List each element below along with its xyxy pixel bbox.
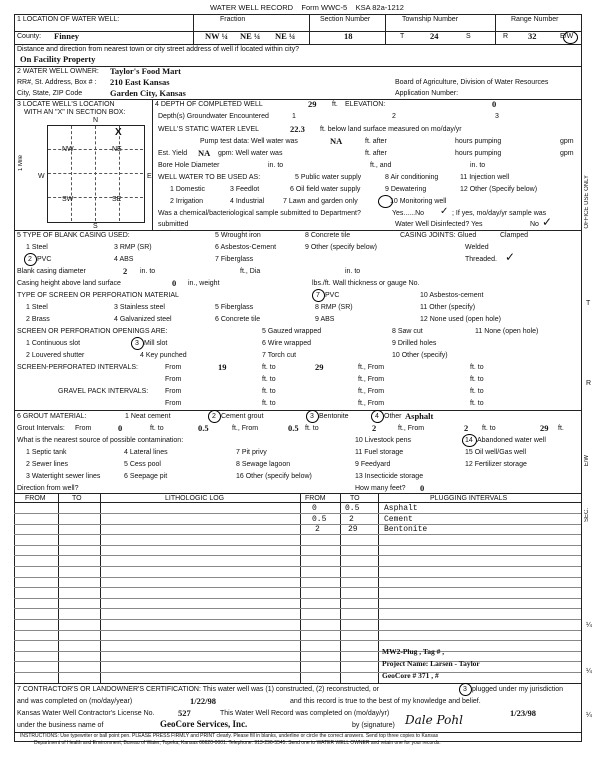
log-row-line xyxy=(14,566,581,567)
contamination-label: What is the nearest source of possible contamination: xyxy=(17,437,184,444)
section-number-label: Section Number xyxy=(320,16,371,23)
contam-cess: 5 Cess pool xyxy=(124,461,161,468)
pump-after: ft. after xyxy=(365,138,387,145)
sp-ft-to-4: ft. to xyxy=(470,376,484,383)
contam-septic: 1 Septic tank xyxy=(26,449,67,456)
casing-ft-dia: ft., Dia xyxy=(240,268,261,275)
contam-sewer: 2 Sewer lines xyxy=(26,461,69,468)
quadrant-se: SE xyxy=(112,196,122,203)
monitoring-circle xyxy=(378,195,393,208)
board-text: Board of Agriculture, Division of Water Resources xyxy=(395,79,549,86)
casing-joints-label: CASING JOINTS: Glued xyxy=(400,232,477,239)
business-name-value: GeoCore Services, Inc. xyxy=(160,719,248,729)
gp-from-label-4: From xyxy=(367,400,385,407)
completed-on-label: and was completed on (mo/day/year) xyxy=(17,698,133,705)
use-irrigation: 2 Irrigation xyxy=(170,198,204,205)
casing-pvc: PVC xyxy=(37,256,52,263)
plug-row-2-to: 2 xyxy=(349,515,354,524)
address-label: RR#, St. Address, Box # : xyxy=(17,79,97,86)
static-level-value: 22.3 xyxy=(290,124,305,134)
section-box xyxy=(47,125,145,223)
threaded-check-icon: ✓ xyxy=(505,250,516,264)
section-5-label: TYPE OF BLANK CASING USED: xyxy=(22,232,130,239)
section-2-label: WATER WELL OWNER: xyxy=(22,68,99,75)
office-r: R xyxy=(586,380,592,387)
section-5-number: 5 xyxy=(17,232,21,239)
screen-galvanized: 4 Galvanized steel xyxy=(114,316,172,323)
fraction-3: NE ¼ xyxy=(275,31,296,41)
plug-row-2-from: 0.5 xyxy=(312,515,327,524)
screen-concrete: 6 Concrete tile xyxy=(215,316,261,323)
use-feedlot: 3 Feedlot xyxy=(230,186,260,193)
casing-height-label: Casing height above land surface xyxy=(17,280,121,287)
casing-steel: 1 Steel xyxy=(26,244,48,251)
screen-material-label: TYPE OF SCREEN OR PERFORATION MATERIAL xyxy=(17,292,179,299)
section-3-sublabel: WITH AN "X" IN SECTION BOX: xyxy=(24,109,126,116)
disinfected-check-icon: ✓ xyxy=(542,215,553,229)
log-row-line xyxy=(14,661,581,662)
township-value: 24 xyxy=(430,31,439,41)
grout-from-2: From xyxy=(241,425,259,432)
sp-from-label-4: From xyxy=(367,376,385,383)
township-t: T xyxy=(400,33,405,40)
sp-to-value: 29 xyxy=(315,362,324,372)
sp-from-label-2: From xyxy=(367,364,385,371)
chemical-yes-no: Yes......No xyxy=(392,210,425,217)
bore-in: in. to xyxy=(268,162,284,169)
office-sec: SEC. xyxy=(584,508,590,523)
business-name-label: under the business name of xyxy=(17,722,104,729)
use-injection: 11 Injection well xyxy=(460,174,510,181)
casing-wall-label: lbs./ft. Wall thickness or gauge No. xyxy=(312,280,420,287)
pump-hours: hours pumping xyxy=(455,138,502,145)
pump-gpm: gpm xyxy=(560,138,574,145)
contam-watertight: 3 Watertight sewer lines xyxy=(26,473,101,480)
form-number: Form WWC-5 xyxy=(301,3,348,12)
chemical-if-yes: ; If yes, mo/day/yr sample was xyxy=(452,210,547,217)
yield-hours: hours pumping xyxy=(455,150,502,157)
static-level-description: ft. below land surface measured on mo/day/yr xyxy=(320,126,462,133)
form-title: WATER WELL RECORD xyxy=(210,3,294,12)
sp-from-label-1: From xyxy=(165,364,182,371)
section-6-number: 6 xyxy=(17,413,21,420)
yield-value: NA xyxy=(198,148,211,158)
quadrant-nw: NW xyxy=(62,146,74,153)
casing-abs: 4 ABS xyxy=(114,256,134,263)
groundwater-2: 2 xyxy=(392,113,396,120)
elevation-value: 0 xyxy=(492,99,497,109)
plug-row-3-material: Bentonite xyxy=(384,525,428,534)
grout-intervals-label: Grout Intervals: xyxy=(17,425,65,432)
log-row-line xyxy=(14,555,581,556)
grout-cement: Cement grout xyxy=(221,413,264,420)
log-row-line xyxy=(14,598,581,599)
screen-brass: 2 Brass xyxy=(26,316,50,323)
form-header xyxy=(210,4,404,12)
sp-from-value: 19 xyxy=(218,362,227,372)
grout-other: Other xyxy=(384,413,402,420)
casing-welded: Welded xyxy=(465,244,489,251)
use-industrial: 4 Industrial xyxy=(230,198,265,205)
contam-fertilizer: 9 Feedyard xyxy=(355,461,391,468)
gp-from-label-2: From xyxy=(367,388,385,395)
gp-from-label-3: From xyxy=(165,400,182,407)
opening-none: 11 None (open hole) xyxy=(475,328,539,335)
casing-fiberglass: 7 Fiberglass xyxy=(215,256,254,263)
quadrant-ne: NE xyxy=(112,146,122,153)
section-1-label: LOCATION OF WATER WELL: xyxy=(22,16,120,23)
plug-from-header: FROM xyxy=(305,495,326,502)
address-value: 210 East Kansas xyxy=(110,77,170,87)
plug-to-header: TO xyxy=(350,495,360,502)
opening-drilled: 9 Drilled holes xyxy=(392,340,437,347)
contam-insecticide: 13 Insecticide storage xyxy=(355,473,424,480)
note-tag: MW2-Plug , Tag # , xyxy=(382,647,445,656)
distance-label: Distance and direction from nearest town or city street address of well if located within city? xyxy=(17,46,300,53)
log-row-line xyxy=(14,672,581,673)
section-number-value: 18 xyxy=(344,31,353,41)
ksa-reference: KSA 82a-1212 xyxy=(355,3,404,12)
log-row-line xyxy=(14,534,581,535)
opening-gauzed: 5 Gauzed wrapped xyxy=(262,328,322,335)
yield-label: Est. Yield xyxy=(158,150,188,157)
yield-unit: gpm: Well water was xyxy=(218,150,283,157)
signature: Dale Pohl xyxy=(405,713,463,727)
use-other: 12 Other (Specify below) xyxy=(460,186,538,193)
note-geocore: GeoCore # 371 , # xyxy=(382,671,439,680)
plug-row-3-from: 2 xyxy=(315,525,320,534)
grout-neat: 1 Neat cement xyxy=(125,413,171,420)
license-value: 527 xyxy=(178,708,191,718)
water-well-record-form: WATER WELL RECORD Form WWC-5 KSA 82a-1212 1 LOCATION OF WATER WELL: County: Finney Fraction NW ¼ NE ¼ NE ¼ Section Number 18 Township Number T 24 S Range Number R 32 E/W Distance and direction from nearest town or city street address of well if located within city? On Facility Property 2 WATER WELL OWNER: Taylor's Food Mart RR#, St. Address, Box # : 210 East Kansas City, State, ZIP Code Garden City, Kansas Board of Agriculture, Division of Water Resources Application Number: 3 LOCATE WELL'S LOCATION WITH AN "X" IN SECTION BOX: N S W E NW NE SW SE X 1 Mile 4 DEPTH OF COMPLETED WELL 29 ft. ELEVATION: 0 Depth(s) Groundwater Encountered 1 2 3 WELL'S STATIC WATER LEVEL 22.3 ft. below land surface measured on mo/day/yr Pump test data: Well water was NA ft. after hours pumping gpm Est. Yield NA gpm: Well water was ft. after hours pumping gpm Bore Hole Diameter in. to ft., and in. to WELL WATER TO BE USED AS: 5 Public water supply 8 Air conditioning 11 Injection well 1 Domestic 3 Feedlot 6 Oil field water supply 9 Dewatering 12 Other (Specify below) 2 Irrigation 4 Industrial 7 Lawn and garden only 10 Monitoring well Was a chemical/bacteriological sample submitted to Department? Yes......No ✓ ; If yes, mo/day/yr sample was submitted Water Well Disinfected? Yes No ✓ 5 TYPE OF BLANK CASING USED: 5 Wrought iron 8 Concrete tile CASING JOINTS: Glued Clamped 1 Steel 3 RMP (SR) 6 Asbestos-Cement 9 Other (specify below) Welded 2 PVC 4 ABS 7 Fiberglass Threaded. ✓ Blank casing diameter 2 in. to ft., Dia in. to Casing height above land surface 0 in., weight lbs./ft. Wall thickness or gauge No. TYPE OF SCREEN OR PERFORATION MATERIAL 7 PVC 10 Asbestos-cement 1 Steel 3 Stainless steel 5 Fiberglass 8 RMP (SR) 11 Other (specify) 2 Brass 4 Galvanized steel 6 Concrete tile 9 ABS 12 None used (open hole) SCREEN OR PERFORATION OPENINGS ARE: 5 Gauzed wrapped 8 Saw cut 11 None (open hole) 1 Continuous slot 3 Mill slot 6 Wire wrapped 9 Drilled holes 2 Louvered shutter 4 Key punched 7 Torch cut 10 Other (specify) SCREEN-PERFORATED INTERVALS: From 19 ft. to 29 ft., From ft. to From ft. to ft., From ft. to GRAVEL PACK INTERVALS: From ft. to ft., From ft. to From ft. to ft., From ft. to 6 GROUT MATERIAL: 1 Neat cement 2 Cement grout 3 Bentonite 4 Other Asphalt Grout Intervals: From 0 ft. to 0.5 ft., From 0.5 ft. to 2 ft., From 2 ft. to 29 ft. What is the nearest source of possible contamination: 10 Livestock pens 14 Abandoned water well 1 Septic tank 4 Lateral lines 7 Pit privy 11 Fuel storage 15 Oil well/Gas well 2 Sewer lines 5 Cess pool 8 Sewage lagoon 9 Feedyard 12 Fertilizer storage 3 Watertight sewer lines 6 Seepage pit 16 Other (specify below) 13 Insecticide storage Direction from well? How many feet? 0 FROM TO LITHOLOGIC LOG FROM TO PLUGGING INTERVALS 0 0.5 Asphalt 0.5 2 Cement 2 29 Bentonite MW2-Plug , Tag # , Project Name: Larsen - Taylor GeoCore # 371 , # 7 CONTRACTOR'S OR LANDOWNER'S CERTIFICATION: This water well was (1) constructed, (2) reconstructed, or 3 plugged under my jurisdiction and was completed on (mo/day/year) 1/22/98 and this record is true to the best of my knowledge and belief. Kansas Water Well Contractor's License No. 527 This Water Well Record was completed on (mo/day/yr) 1/23/98 under the business name of GeoCore Services, Inc. by (signature) Dale Pohl INSTRUCTIONS: Use typewriter or ball point pen. PLEASE PRESS FIRMLY and PRINT clearly. Please fill in blanks, underline or circle the correct answers. Send top three copies to Kansas Department of Health and Environment, Bureau of Water, Topeka, Kansas 66620-0001. Telephone: 913-296-5545. Send one to WATER WELL OWNER and retain one for your records. OFFICE USE ONLY T R E/W SEC. ¼ ¼ ¼ xyxy=(0,0,601,764)
groundwater-1: 1 xyxy=(292,113,296,120)
disinfected-no: No xyxy=(530,221,539,228)
screen-abs: 9 ABS xyxy=(315,316,335,323)
county-value: Finney xyxy=(54,31,80,41)
grout-from-3: From xyxy=(407,425,425,432)
grout-f2: 0.5 xyxy=(288,423,299,433)
plug-row-2-material: Cement xyxy=(384,515,413,524)
contam-oil: 15 Oil well/Gas well xyxy=(465,449,527,456)
plug-row-1-to: 0.5 xyxy=(345,504,360,513)
grout-to-2: ft. to xyxy=(305,425,319,432)
bore-and: ft., and xyxy=(370,162,392,169)
contam-feedyard: 16 Other (specify below) xyxy=(236,473,312,480)
use-air: 8 Air conditioning xyxy=(385,174,439,181)
screen-steel: 1 Steel xyxy=(26,304,48,311)
grout-t3: 29 xyxy=(540,423,549,433)
opening-torch: 7 Torch cut xyxy=(262,352,297,359)
openings-label: SCREEN OR PERFORATION OPENINGS ARE: xyxy=(17,328,168,335)
groundwater-label: Depth(s) Groundwater Encountered xyxy=(158,113,269,120)
opening-other: 10 Other (specify) xyxy=(392,352,448,359)
contam-lagoon: 8 Sewage lagoon xyxy=(236,461,291,468)
casing-asbestos: 6 Asbestos-Cement xyxy=(215,244,277,251)
location-x-mark: X xyxy=(115,127,122,138)
opening-continuous: 1 Continuous slot xyxy=(26,340,81,347)
screen-asbestos: 10 Asbestos-cement xyxy=(420,292,484,299)
chemical-no-check-icon: ✓ xyxy=(440,206,449,217)
completed-date: 1/22/98 xyxy=(190,696,216,706)
section-1-number: 1 xyxy=(17,16,21,23)
chemical-sample-question: Was a chemical/bacteriological sample submitted to Department? xyxy=(158,210,361,217)
gp-ft-to-4: ft. to xyxy=(470,400,484,407)
bore-label: Bore Hole Diameter xyxy=(158,162,220,169)
township-label: Township Number xyxy=(402,16,459,23)
casing-concrete: 8 Concrete tile xyxy=(305,232,351,239)
pump-test-label: Pump test data: Well water was xyxy=(200,138,298,145)
screen-rmp: 8 RMP (SR) xyxy=(315,304,353,311)
fraction-2: NE ¼ xyxy=(240,31,261,41)
casing-wrought: 5 Wrought iron xyxy=(215,232,261,239)
section-4-number: 4 xyxy=(155,101,159,108)
contam-livestock: 10 Livestock pens xyxy=(355,437,412,444)
casing-height-value: 0 xyxy=(172,278,177,288)
mile-label: 1 Mile xyxy=(18,155,24,172)
range-w-circle xyxy=(563,31,578,44)
section-6-label: GROUT MATERIAL: xyxy=(22,413,87,420)
opening-mill: Mill slot xyxy=(144,340,168,347)
log-row-line xyxy=(14,577,581,578)
casing-diameter-value: 2 xyxy=(123,266,128,276)
section-3-label: LOCATE WELL'S LOCATION xyxy=(22,101,115,108)
bore-into: in. to xyxy=(470,162,486,169)
how-many-feet-label: How many feet? xyxy=(355,485,406,492)
yield-gpm: gpm xyxy=(560,150,574,157)
pump-test-value: NA xyxy=(330,136,343,146)
log-from-header: FROM xyxy=(25,495,46,502)
office-ew: E/W xyxy=(584,455,590,467)
grout-t1: 0.5 xyxy=(198,423,209,433)
opening-wire: 6 Wire wrapped xyxy=(262,340,312,347)
office-use-only: OFFICE USE ONLY xyxy=(584,175,590,229)
casing-other: 9 Other (specify below) xyxy=(305,244,377,251)
section-2-number: 2 xyxy=(17,68,21,75)
grout-f3: 2 xyxy=(464,423,469,433)
log-row-line xyxy=(14,545,581,546)
fraction-label: Fraction xyxy=(220,16,246,23)
grout-t2: 2 xyxy=(372,423,377,433)
compass-n: N xyxy=(93,117,99,124)
contam-pit: 7 Pit privy xyxy=(236,449,267,456)
casing-in-to: in. to xyxy=(140,268,156,275)
grout-f1: 0 xyxy=(118,423,123,433)
direction-label: Direction from well? xyxy=(17,485,79,492)
screen-fiberglass: 5 Fiberglass xyxy=(215,304,254,311)
plug-row-3-to: 29 xyxy=(348,525,358,534)
log-row-line xyxy=(14,651,581,652)
gp-ft-to-3: ft. to xyxy=(262,400,276,407)
opening-louvered: 2 Louvered shutter xyxy=(26,352,85,359)
contam-seepage: 6 Seepage pit xyxy=(124,473,168,480)
yield-after: ft. after xyxy=(365,150,387,157)
submitted-label: submitted xyxy=(158,221,189,228)
plug-row-1-from: 0 xyxy=(312,504,317,513)
contam-other: 12 Fertilizer storage xyxy=(465,461,527,468)
use-lawn: 7 Lawn and garden only xyxy=(283,198,358,205)
log-row-line xyxy=(14,640,581,641)
use-monitoring: 10 Monitoring well xyxy=(390,198,447,205)
owner-value: Taylor's Food Mart xyxy=(110,66,181,76)
compass-w: W xyxy=(38,173,45,180)
plugging-intervals-header: PLUGGING INTERVALS xyxy=(430,495,508,502)
screen-none: 12 None used (open hole) xyxy=(420,316,501,323)
instructions-line-2: Department of Health and Environment, Bureau of Water, Topeka, Kansas 66620-0001. Telephone: 913-296-5545. Send one to WATER WELL OWNER and retain one for your records. xyxy=(34,740,441,746)
sp-ft-to-2: ft. to xyxy=(470,364,484,371)
range-label: Range Number xyxy=(511,16,559,23)
casing-threaded: Threaded. xyxy=(465,256,497,263)
how-many-feet-value: 0 xyxy=(420,483,425,493)
screen-pvc: PVC xyxy=(325,292,340,299)
office-t: T xyxy=(586,300,591,307)
casing-clamped: Clamped xyxy=(500,232,529,239)
opening-saw: 8 Saw cut xyxy=(392,328,423,335)
grout-from-1: From xyxy=(75,425,92,432)
depth-label: DEPTH OF COMPLETED WELL xyxy=(160,101,263,108)
screen-other: 11 Other (specify) xyxy=(420,304,476,311)
township-s: S xyxy=(466,33,471,40)
range-ew: E/W xyxy=(560,33,574,40)
license-label: Kansas Water Well Contractor's License No. xyxy=(17,710,155,717)
casing-in-to-2: in. to xyxy=(345,268,361,275)
contam-fuel: 11 Fuel storage xyxy=(355,449,404,456)
compass-e: E xyxy=(147,173,152,180)
use-oilfield: 6 Oil field water supply xyxy=(290,186,361,193)
plug-row-1-material: Asphalt xyxy=(384,504,418,513)
use-label: WELL WATER TO BE USED AS: xyxy=(158,174,261,181)
casing-rmp: 3 RMP (SR) xyxy=(114,244,152,251)
grout-to-3: ft. to xyxy=(482,425,496,432)
elevation-label: ELEVATION: xyxy=(345,101,386,108)
note-project: Project Name: Larsen - Taylor xyxy=(382,659,480,668)
record-completed-date: 1/23/98 xyxy=(510,708,536,718)
contam-lateral: 4 Lateral lines xyxy=(124,449,168,456)
city-value: Garden City, Kansas xyxy=(110,88,186,98)
sp-ft-to-3: ft. to xyxy=(262,376,276,383)
depth-value: 29 xyxy=(308,99,317,109)
casing-diameter-label: Blank casing diameter xyxy=(17,268,86,275)
log-row-line xyxy=(14,524,581,525)
sp-ft-to-1: ft. to xyxy=(262,364,276,371)
gp-ft-to-1: ft. to xyxy=(262,388,276,395)
range-r: R xyxy=(503,33,509,40)
use-dewatering: 9 Dewatering xyxy=(385,186,427,193)
gravel-pack-label: GRAVEL PACK INTERVALS: xyxy=(58,388,149,395)
instructions-line-1: INSTRUCTIONS: Use typewriter or ball point pen. PLEASE PRESS FIRMLY and PRINT clearly. Please fill in blanks, underline or circle the correct answers. Send top three copies to Kansas xyxy=(20,733,439,739)
depth-unit: ft. xyxy=(332,101,338,108)
fraction-1: NW ¼ xyxy=(205,31,228,41)
log-row-line xyxy=(14,630,581,631)
log-row-line xyxy=(14,608,581,609)
section-7-number: 7 xyxy=(17,686,21,693)
grout-to-1: ft. to xyxy=(150,425,164,432)
office-quarter-1: ¼ xyxy=(586,622,592,629)
quadrant-sw: SW xyxy=(62,196,74,203)
compass-s: S xyxy=(93,223,98,230)
record-completed-label: This Water Well Record was completed on (mo/day/yr) xyxy=(220,710,390,717)
county-label: County: xyxy=(17,33,42,40)
certification-line-1b: plugged under my jurisdiction xyxy=(472,686,564,693)
groundwater-3: 3 xyxy=(495,113,499,120)
grout-bentonite: Bentonite xyxy=(319,413,349,420)
distance-value: On Facility Property xyxy=(20,54,96,64)
opening-key: 4 Key punched xyxy=(140,352,187,359)
section-3-number: 3 xyxy=(17,101,21,108)
gp-from-label-1: From xyxy=(165,388,182,395)
application-number-label: Application Number: xyxy=(395,90,459,97)
gp-ft-to-2: ft. to xyxy=(470,388,484,395)
use-domestic: 1 Domestic xyxy=(170,186,206,193)
true-record-text: and this record is true to the best of my knowledge and belief. xyxy=(290,698,481,705)
office-quarter-3: ¼ xyxy=(586,712,592,719)
log-to-header: TO xyxy=(72,495,82,502)
screen-stainless: 3 Stainless steel xyxy=(114,304,165,311)
use-public: 5 Public water supply xyxy=(295,174,362,181)
static-level-label: WELL'S STATIC WATER LEVEL xyxy=(158,126,260,133)
log-row-line xyxy=(14,513,581,514)
city-label: City, State, ZIP Code xyxy=(17,90,83,97)
lithologic-log-header: LITHOLOGIC LOG xyxy=(165,495,225,502)
screen-intervals-label: SCREEN-PERFORATED INTERVALS: xyxy=(17,364,138,371)
sp-from-label-3: From xyxy=(165,376,182,383)
contam-abandoned: Abandoned water well xyxy=(477,437,546,444)
casing-weight-label: in., weight xyxy=(188,280,220,287)
range-value: 32 xyxy=(528,31,537,41)
signature-label: by (signature) xyxy=(352,722,395,729)
certification-line-1: CONTRACTOR'S OR LANDOWNER'S CERTIFICATION: This water well was (1) constructed, (2) reconstructed, or xyxy=(22,686,379,693)
log-row-line xyxy=(14,587,581,588)
disinfected-label: Water Well Disinfected? Yes xyxy=(395,221,483,228)
office-quarter-2: ¼ xyxy=(586,668,592,675)
log-row-line xyxy=(14,619,581,620)
grout-asphalt-value: Asphalt xyxy=(405,411,434,421)
